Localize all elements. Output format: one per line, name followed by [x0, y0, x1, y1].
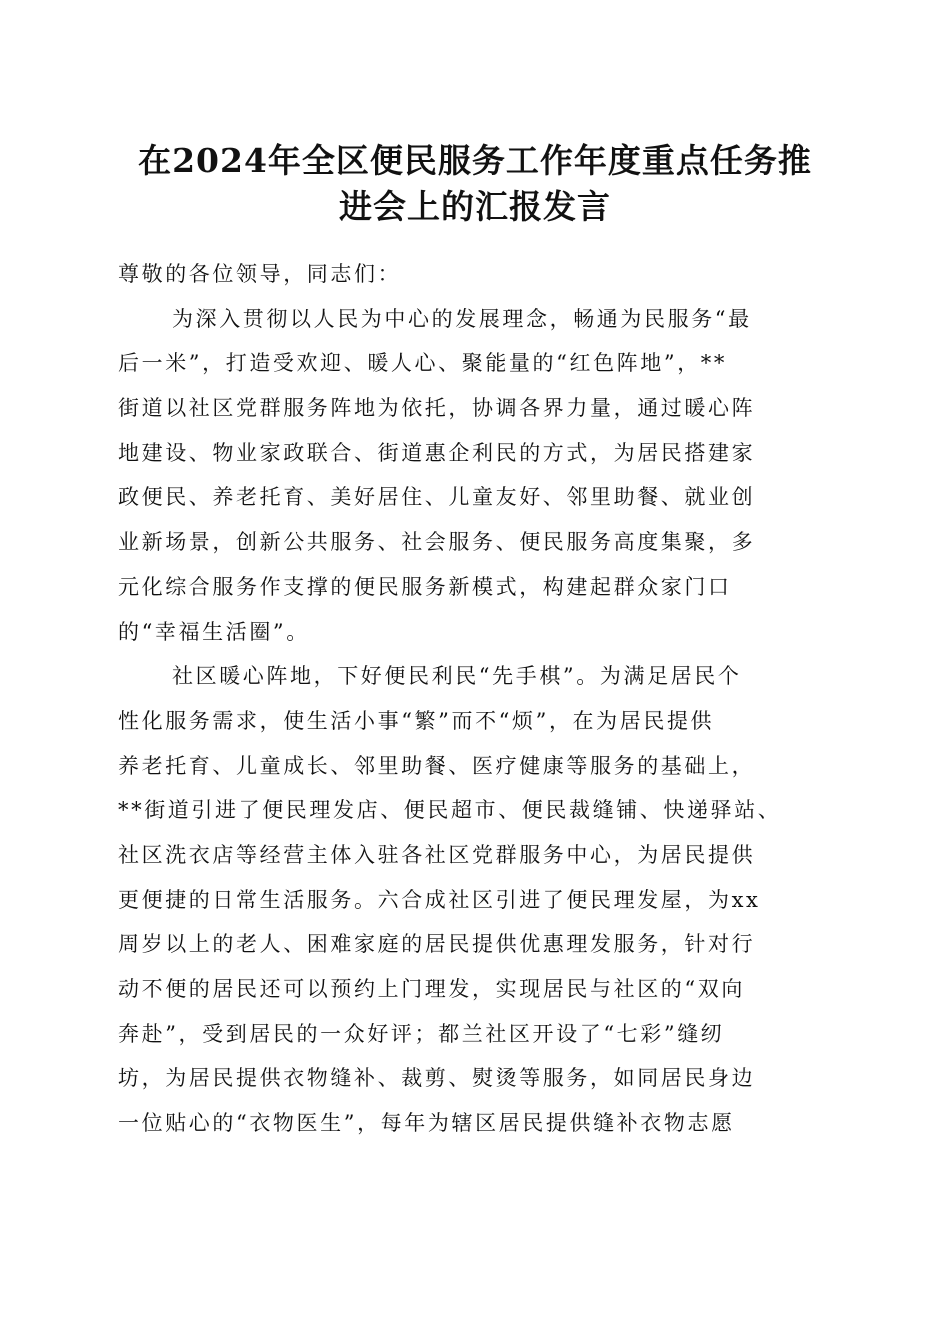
paragraph-line: 社区暖心阵地，下好便民利民“先手棋”。为满足居民个 — [172, 664, 742, 689]
paragraph-line: 地建设、物业家政联合、街道惠企利民的方式，为居民搭建家 — [118, 440, 756, 465]
salutation: 尊敬的各位领导，同志们： — [118, 262, 402, 286]
paragraph-line: 周岁以上的老人、困难家庭的居民提供优惠理发服务，针对行 — [118, 932, 756, 957]
title-line-1: 在2024年全区便民服务工作年度重点任务推 — [138, 141, 812, 180]
paragraph-line: 为深入贯彻以人民为中心的发展理念，畅通为民服务“最 — [172, 306, 752, 331]
paragraph-line: 更便捷的日常生活服务。六合成社区引进了便民理发屋，为xx — [118, 887, 761, 912]
title-line-2: 进会上的汇报发言 — [339, 187, 611, 226]
paragraph-line: 业新场景，创新公共服务、社会服务、便民服务高度集聚，多 — [118, 530, 756, 555]
paragraph-2 — [118, 654, 834, 1146]
paragraph-line: 的“幸福生活圈”。 — [118, 619, 310, 644]
paragraph-line: 街道以社区党群服务阵地为依托，协调各界力量，通过暖心阵 — [118, 396, 756, 421]
paragraph-line: 后一米”，打造受欢迎、暖人心、聚能量的“红色阵地”，** — [118, 351, 728, 376]
paragraph-line: 坊，为居民提供衣物缝补、裁剪、熨烫等服务，如同居民身边 — [118, 1066, 756, 1091]
paragraph-line: 元化综合服务作支撑的便民服务新模式，构建起群众家门口 — [118, 574, 732, 599]
paragraph-line: 性化服务需求，使生活小事“繁”而不“烦”，在为居民提供 — [118, 708, 715, 733]
paragraph-line: **街道引进了便民理发店、便民超市、便民裁缝铺、快递驿站、 — [118, 798, 782, 823]
document-title — [100, 138, 850, 230]
paragraph-line: 养老托育、儿童成长、邻里助餐、医疗健康等服务的基础上， — [118, 753, 756, 778]
document-body — [118, 252, 834, 1146]
paragraph-line: 一位贴心的“衣物医生”，每年为辖区居民提供缝补衣物志愿 — [118, 1111, 735, 1136]
paragraph-line: 政便民、养老托育、美好居住、儿童友好、邻里助餐、就业创 — [118, 485, 756, 510]
paragraph-1 — [118, 297, 834, 655]
paragraph-line: 奔赴”，受到居民的一众好评；都兰社区开设了“七彩”缝纫 — [118, 1021, 725, 1046]
paragraph-line: 动不便的居民还可以预约上门理发，实现居民与社区的“双向 — [118, 977, 745, 1001]
paragraph-line: 社区洗衣店等经营主体入驻各社区党群服务中心，为居民提供 — [118, 842, 756, 867]
